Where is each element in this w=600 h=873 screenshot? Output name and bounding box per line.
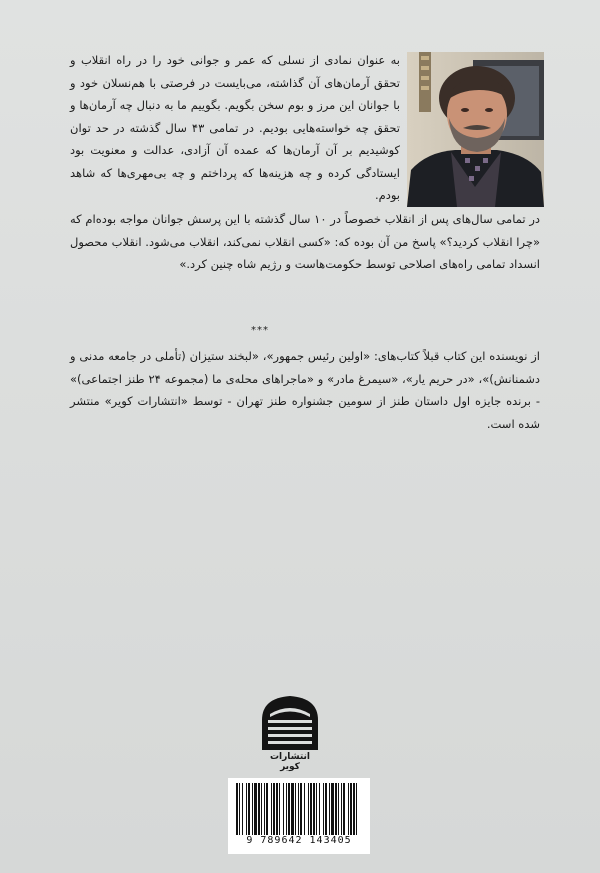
publisher-logo (256, 690, 324, 772)
book-stack-icon (256, 690, 324, 752)
isbn-barcode (228, 778, 370, 854)
intro-paragraph: به عنوان نمادی از نسلی که عمر و جوانی خود را در راه انقلاب و تحقق آرمان‌های آن گذاشته، می‌بایست در فرصتی با هم‌نسلان خود و با جوانان این مرز و بوم سخن بگویم. بگوییم ما به دنبال چه آرمان‌ها و تحقق چه خواسته‌هایی بودیم. در تمامی ۴۳ سال گذشته در حد توان کوشیدیم بر آن آرمان‌ها که عمده آن آزادی، عدالت و معنویت بود ایستادگی کرده و چه هزینه‌ها که پرداختم و چه بی‌مهری‌ها که شاهد بودم. (70, 53, 400, 202)
question-paragraph: در تمامی سال‌های پس از انقلاب خصوصاً در ۱۰ سال گذشته با این پرسش جوانان مواجه بوده‌ام که «چرا انقلاب کردید؟» پاسخ من آن بوده که: «کسی انقلاب نمی‌کند، انقلاب می‌شود. انقلاب محصول انسداد تمامی راه‌های اصلاحی توسط حکومت‌هاست و رژیم شاه چنین کرد.» (70, 212, 540, 271)
isbn-number: 9 789642 143405 (246, 835, 352, 846)
author-photo (407, 52, 544, 207)
author-bio-paragraph: از نویسنده این کتاب قبلاً کتاب‌های: «اولین رئیس جمهور»، «لبخند ستیزان (تأملی در جامعه مدنی و دشمنانش)»، «در حریم یار»، «سیمرغ مادر» و «ماجراهای محله‌ی ما (مجموعه ۲۴ طنز اجتماعی)» - برنده جایزه اول داستان طنز از سومین جشنواره طنز تهران - توسط «انتشارات کویر» منتشر شده است. (70, 349, 540, 431)
publisher-name: انتشارات کویر (270, 752, 310, 772)
barcode-bars (236, 783, 362, 835)
section-separator: *** (251, 325, 269, 336)
